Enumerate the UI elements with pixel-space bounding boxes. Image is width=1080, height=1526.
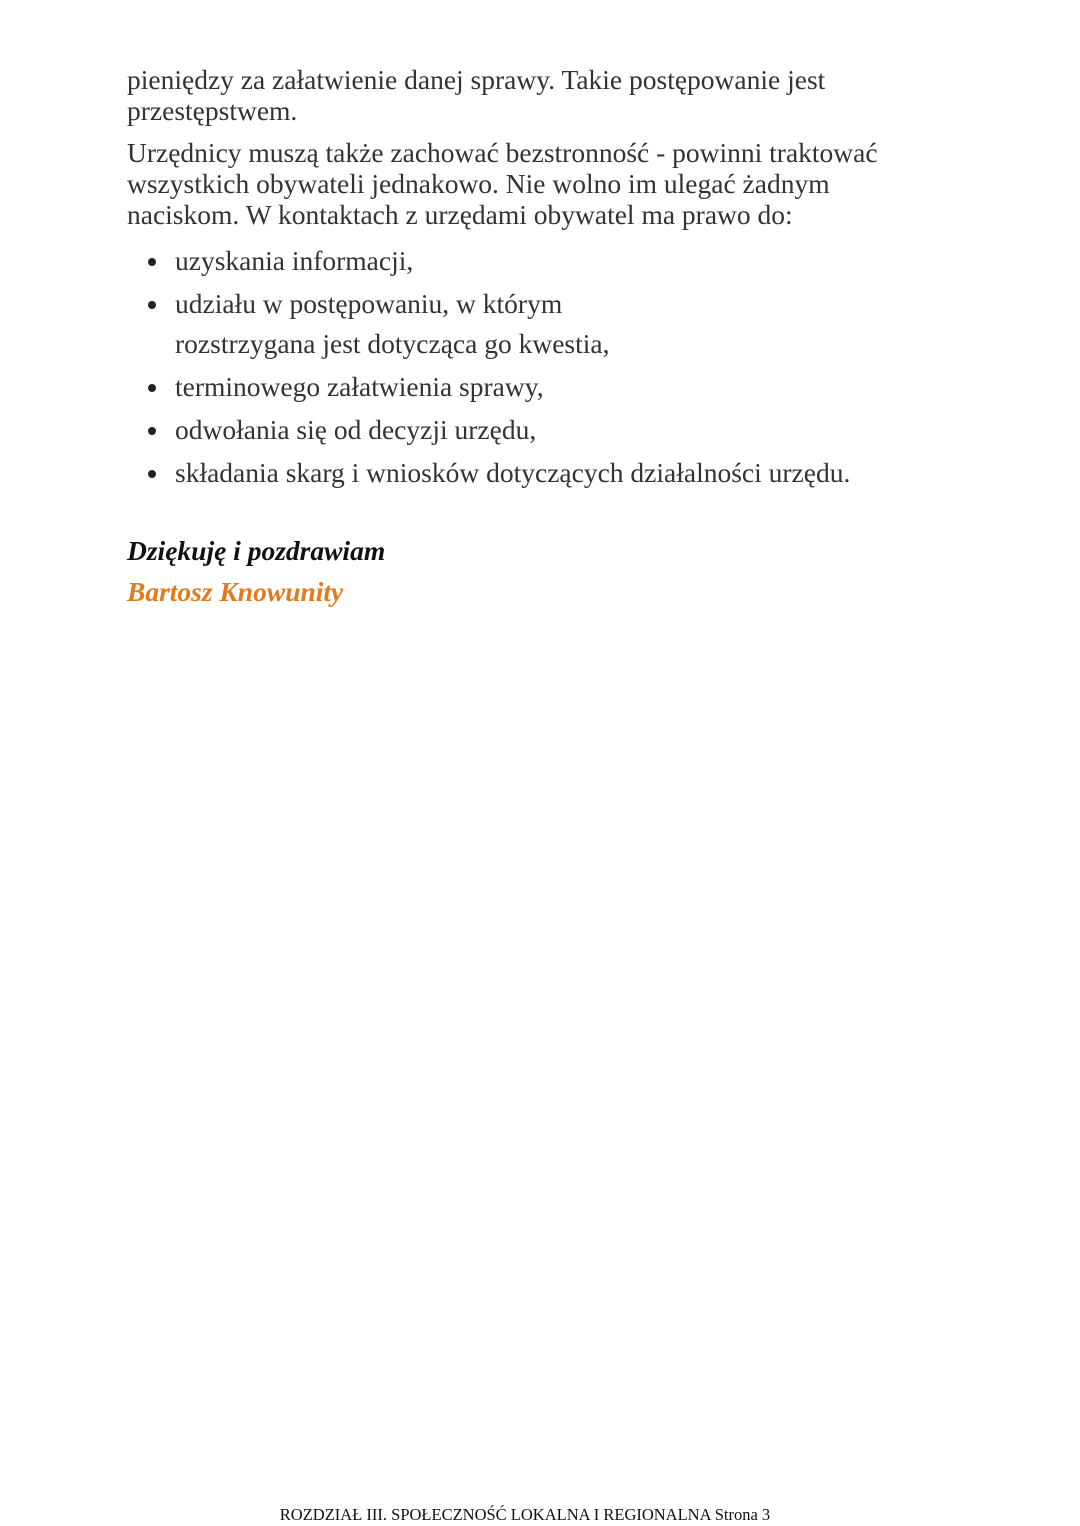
list-item <box>127 241 987 281</box>
citizen-rights-list <box>127 241 987 496</box>
list-item <box>127 284 987 364</box>
list-item-text: składania skarg i wniosków dotyczących działalności urzędu. <box>175 457 851 488</box>
bullet-icon <box>148 384 156 392</box>
paragraph-impartiality <box>127 137 947 230</box>
bullet-icon <box>148 258 156 266</box>
paragraph-line: naciskom. W kontaktach z urzędami obywatel ma prawo do: <box>127 199 793 230</box>
bullet-icon <box>148 301 156 309</box>
list-item-text: odwołania się od decyzji urzędu, <box>175 414 537 445</box>
list-item <box>127 410 987 450</box>
page-footer: ROZDZIAŁ III. SPOŁECZNOŚĆ LOKALNA I REGIONALNA Strona 3 <box>279 1505 771 1524</box>
bullet-icon <box>148 427 156 435</box>
author-signature: Bartosz Knowunity <box>127 576 344 607</box>
list-item-text: uzyskania informacji, <box>175 245 414 276</box>
list-item-text: terminowego załatwienia sprawy, <box>175 371 544 402</box>
paragraph-line: wszystkich obywateli jednakowo. Nie wolno im ulegać żadnym <box>127 168 830 199</box>
paragraph-line: pieniędzy za załatwienie danej sprawy. Takie postępowanie jest <box>127 64 826 95</box>
closing-greeting: Dziękuję i pozdrawiam <box>127 535 386 566</box>
paragraph-bribery <box>127 64 947 126</box>
paragraph-line: Urzędnicy muszą także zachować bezstronność - powinni traktować <box>127 137 878 168</box>
list-item-text: udziału w postępowaniu, w którym <box>175 288 563 319</box>
list-item <box>127 367 987 407</box>
list-item-text: rozstrzygana jest dotycząca go kwestia, <box>175 328 610 359</box>
list-item <box>127 453 987 493</box>
paragraph-line: przestępstwem. <box>127 95 298 126</box>
bullet-icon <box>148 470 156 478</box>
